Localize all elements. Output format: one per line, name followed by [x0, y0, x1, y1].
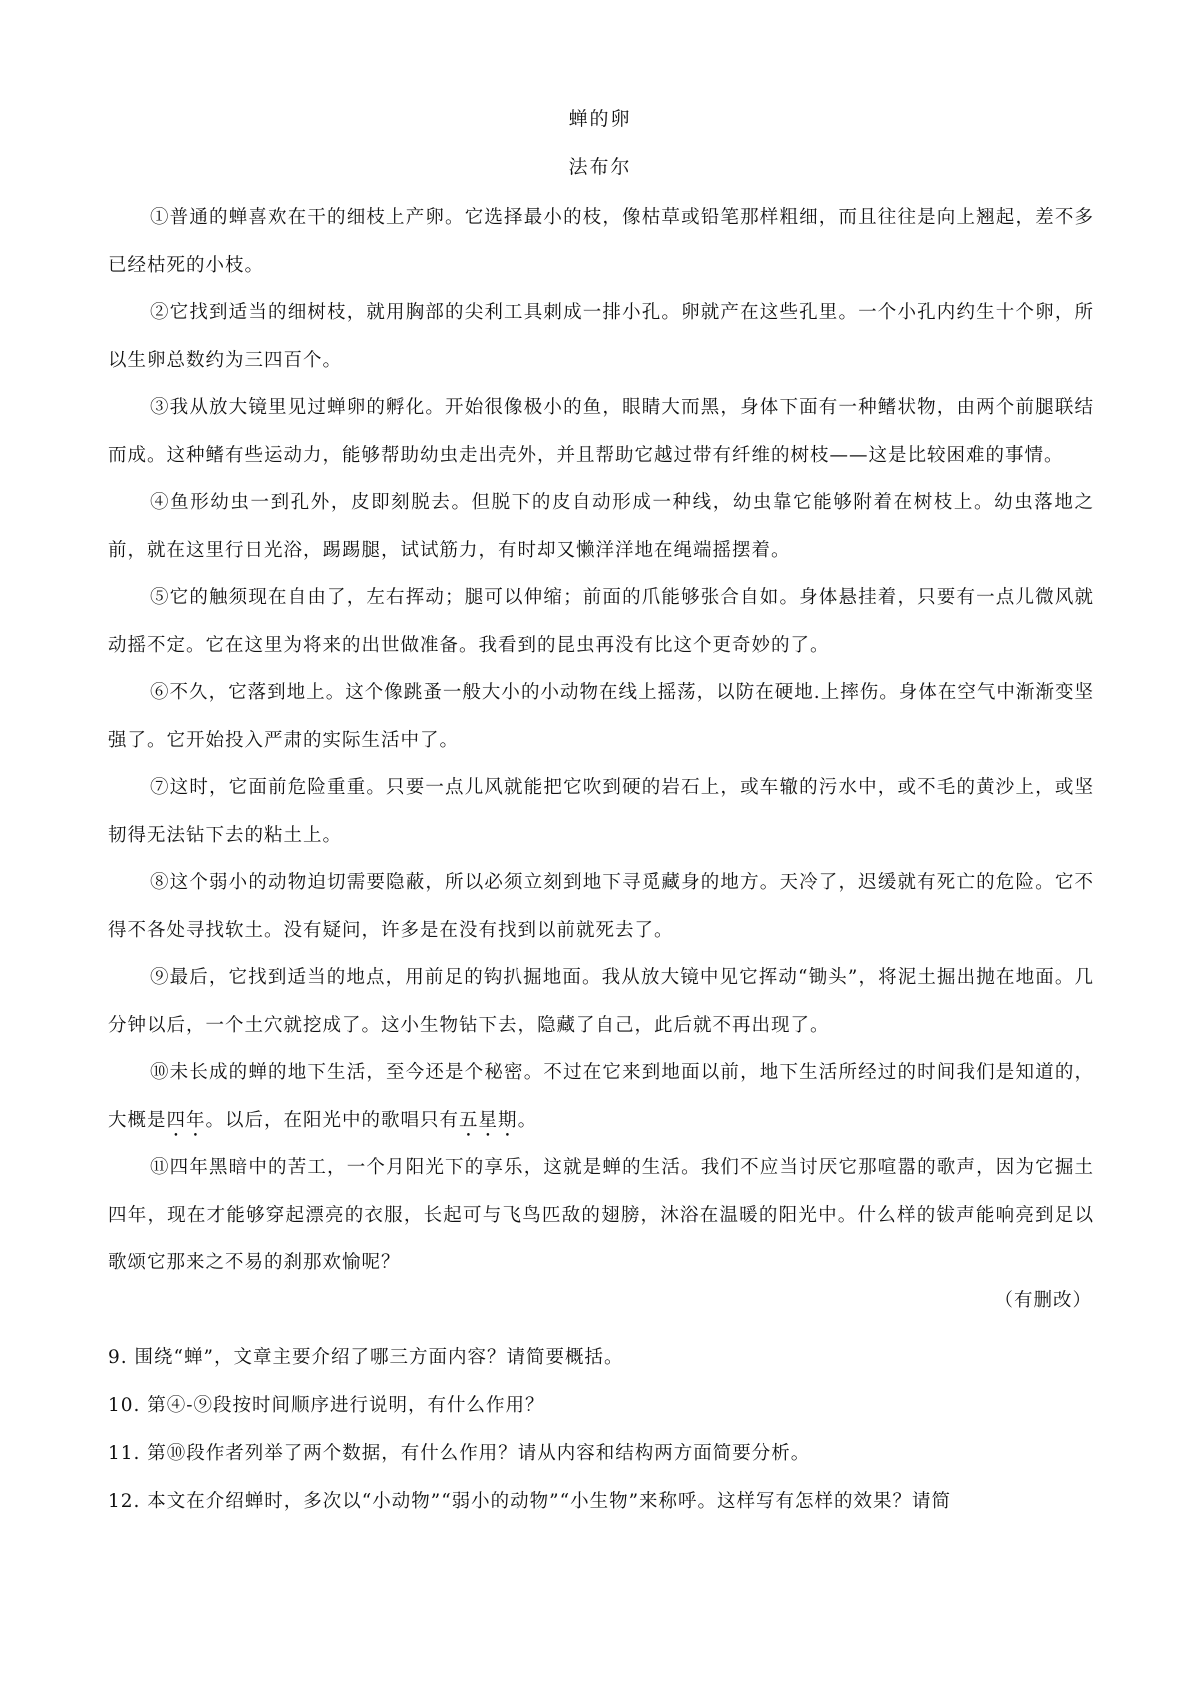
- question-9: 9. 围绕“蝉”，文章主要介绍了哪三方面内容？请简要概括。: [108, 1347, 624, 1368]
- source-note: （有删改）: [994, 1290, 1092, 1311]
- question-12: 12. 本文在介绍蝉时，多次以“小动物”“弱小的动物”“小生物”来称呼。这样写有怎样的效果？请简: [108, 1491, 952, 1512]
- article-title: 蝉的卵: [568, 108, 632, 130]
- paragraph-7: ⑦这时，它面前危险重重。只要一点儿风就能把它吹到硬的岩石上，或车辙的污水中，或不毛的黄沙上，或坚韧得无法钻下去的粘土上。: [108, 777, 1094, 846]
- paragraph-10: [108, 1049, 1094, 1144]
- paragraph-2: ②它找到适当的细树枝，就用胸部的尖利工具刺成一排小孔。卵就产在这些孔里。一个小孔内约生十个卵，所以生卵总数约为三四百个。: [108, 302, 1094, 371]
- paragraph-3: ③我从放大镜里见过蝉卵的孵化。开始很像极小的鱼，眼睛大而黑，身体下面有一种鳍状物，由两个前腿联结而成。这种鳍有些运动力，能够帮助幼虫走出壳外，并且帮助它越过带有纤维的树枝——这是比较困难的事情。: [108, 397, 1094, 466]
- paragraph-4: ④鱼形幼虫一到孔外，皮即刻脱去。但脱下的皮自动形成一种线，幼虫靠它能够附着在树枝上。幼虫落地之前，就在这里行日光浴，踢踢腿，试试筋力，有时却又懒洋洋地在绳端摇摆着。: [108, 492, 1094, 561]
- emphasized-four-years: 四年: [166, 1109, 206, 1131]
- paragraph-6: ⑥不久，它落到地上。这个像跳蚤一般大小的小动物在线上摇荡，以防在硬地.上摔伤。身体在空气中渐渐变坚强了。它开始投入严肃的实际生活中了。: [108, 682, 1094, 751]
- article-body: [108, 194, 1094, 1287]
- question-11: 11. 第⑩段作者列举了两个数据，有什么作用？请从内容和结构两方面简要分析。: [108, 1443, 811, 1464]
- paragraph-8: ⑧这个弱小的动物迫切需要隐蔽，所以必须立刻到地下寻觅藏身的地方。天冷了，迟缓就有死亡的危险。它不得不各处寻找软土。没有疑问，许多是在没有找到以前就死去了。: [108, 872, 1094, 941]
- paragraph-10-text-after: 。: [517, 1109, 538, 1131]
- article-author: 法布尔: [568, 156, 632, 178]
- paragraph-10-text-before: ⑩未长成的蝉的地下生活，至今还是个秘密。不过在它来到地面以前，地下生活所经过的时间我们是知道的，大概是: [108, 1062, 1094, 1131]
- paragraph-11: ⑪四年黑暗中的苦工，一个月阳光下的享乐，这就是蝉的生活。我们不应当讨厌它那喧嚣的歌声，因为它掘土四年，现在才能够穿起漂亮的衣服，长起可与飞鸟匹敌的翅膀，沐浴在温暖的阳光中。什么样的钹声能响亮到足以歌颂它那来之不易的刹那欢愉呢？: [108, 1157, 1094, 1273]
- paragraph-9: ⑨最后，它找到适当的地点，用前足的钩扒掘地面。我从放大镜中见它挥动“锄头”，将泥土掘出抛在地面。几分钟以后，一个土穴就挖成了。这小生物钻下去，隐藏了自己，此后就不再出现了。: [108, 967, 1094, 1036]
- paragraph-1: ①普通的蝉喜欢在干的细枝上产卵。它选择最小的枝，像枯草或铅笔那样粗细，而且往往是向上翘起，差不多已经枯死的小枝。: [108, 207, 1094, 276]
- paragraph-10-text-middle: 。以后，在阳光中的歌唱只有: [205, 1109, 460, 1131]
- paragraph-5: ⑤它的触须现在自由了，左右挥动；腿可以伸缩；前面的爪能够张合自如。身体悬挂着，只要有一点儿微风就动摇不定。它在这里为将来的出世做准备。我看到的昆虫再没有比这个更奇妙的了。: [108, 587, 1094, 656]
- question-list: [108, 1334, 1094, 1526]
- question-10: 10. 第④-⑨段按时间顺序进行说明，有什么作用？: [108, 1395, 545, 1416]
- emphasized-five-weeks: 五星期: [459, 1109, 518, 1131]
